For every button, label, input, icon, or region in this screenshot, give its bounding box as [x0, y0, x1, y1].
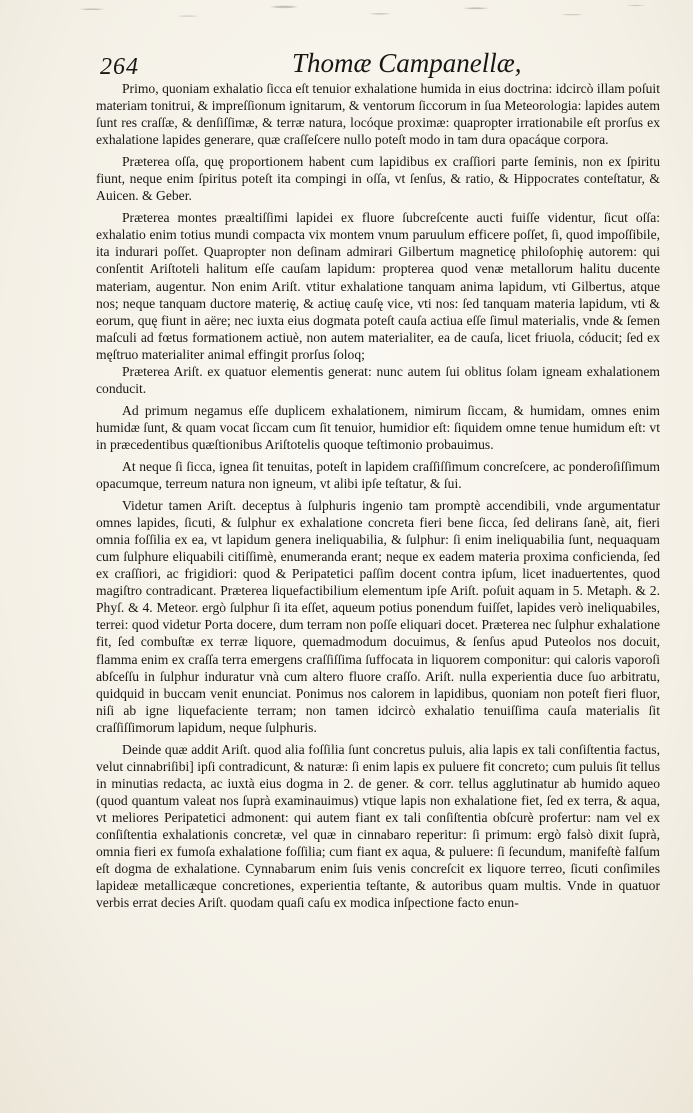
page-header [100, 48, 660, 80]
decorative-header-ornament [28, 0, 668, 46]
running-title: Thomæ Campanellæ, [292, 48, 522, 78]
paragraph: Videtur tamen Ariſt. deceptus à ſulphuris ingenio tam promptè accendibili, vnde argumentatur omnes lapides, ſicuti, & ſulphur ex exhalatione concreta fieri bene ſicca, ſed delirans ſanè, ait, fieri omnia foſſilia ex ea, vt lapidum genera ineliquabilia, & ſulphur: ſi enim ineliquabilia ſunt, nequaquam cum ſulphure eliquabili citiſſimè, enumeranda erant; neque ex eadem materia proxima conficienda, ſed ex craſſiori, ac frigidiori: quod & Peripatetici paſſim docent contra ipſum, licet inaduertentes, quod magiſtro contradicant. Præterea liquefactibilium elementum ipſe Ariſt. poſuit aquam in 5. Metaph. & 2. Phyſ. & 4. Meteor. ergò ſulphur ſi ita eſſet, aqueum potius ponendum fuiſſet, lapides verò ineliquabiles, terrei: quod videtur Porta docere, dum terram non poſſe eliquari docet. Præterea nec ſulphur exhalatione fit, ſed combuſtæ ex terræ liquore, quemadmodum docuimus, & ſenſus apud Puteolos nos docuit, flamma enim ex craſſa terra emergens craſſiſſima ſuffocata in liquorem componitur: qui caloris vaporoſi abſceſſu in ſulphur induratur vnà cum altero fluore craſſo. Ariſt. nulla experientia duce ſuo arbitratu, quidquid in buccam venit enunciat. Ponimus nos calorem in lapidibus, quoniam non poteſt fieri fluor, niſi ab igne liquefaciente terram; non tamen idcircò exhalatio tenuiſſima cauſa materialis ſit craſſiſſimorum lapidum, neque ſulphuris. [96, 498, 660, 735]
paragraph: Ad primum negamus eſſe duplicem exhalationem, nimirum ſiccam, & humidam, omnes enim humidæ ſunt, & quam vocat ſiccam cum ſit tenuior, humidior eſt: ſiquidem omne tenue humidum eſt: vt in præcedentibus quæſtionibus Ariſtotelis quoque teſtimonio probauimus. [96, 402, 660, 452]
paragraph: Præterea Ariſt. ex quatuor elementis generat: nunc autem ſui oblitus ſolam igneam exhalationem conducit. [96, 363, 660, 396]
page-number: 264 [100, 54, 139, 80]
body-text [96, 80, 660, 911]
paragraph: Præterea montes præaltiſſimi lapidei ex fluore ſubcreſcente aucti fuiſſe videntur, ſicut oſſa: exhalatio enim totius mundi compacta vix montem vnum paruulum efficere poſſet, ſi, quod impoſſibile, ita indurari poſſet. Quapropter non deſinam admirari Gilbertum magneticę philoſophię autorem: qui conſentit Ariſtoteli halitum eſſe cauſam lapidum: propterea quod venæ metallorum halitu ducente materiam, augentur. Non enim Ariſt. vtitur exhalatione tanquam anima lapidum, vti Gilbertus, atque nos; neque tanquam ductore materię, & actiuę cauſę vice, vti nos: ſed tanquam materia lapidum, vti & eorum, quę fiunt in aëre; nec iuxta eius dogmata poteſt cauſa actiua eſſe ſimul materialis, vnde & ſemen maſculi ad fœtus formationem actiuè, non autem materialiter, ea de cauſa, licet friuola, códucit; ſed ex męſtruo materialiter animal effingit prorſus ſoloq; [96, 210, 660, 362]
paragraph: At neque ſi ſicca, ignea ſit tenuitas, poteſt in lapidem craſſiſſimum concreſcere, ac ponderoſiſſimum opacumque, terreum natura non igneum, vt alibi ipſe teſtatur, & ſui. [96, 458, 660, 492]
paragraph: Deinde quæ addit Ariſt. quod alia foſſilia ſunt concretus puluis, alia lapis ex tali conſiſtentia factus, velut cinnabriſibi] ipſi contradicunt, & naturæ: ſi enim lapis ex puluere fit concreto; cum puluis ſit tellus in minutias redacta, ac iuxtà eius dogma in 2. de gener. & corr. tellus agglutinatur ab humido aqueo (quod quantum valeat nos ſuprà examinauimus) vtique lapis non exhalatione fiet, ſed ex terra, & aqua, vt meliores Peripatetici admonent: qui autem fiant ex tali conſiſtentia obſcurè profertur: nam vel ex conſiſtentia exhalationis concretæ, vel quæ in cinnabaro reperitur: ſi primum: ergò falsò dixit ſuprà, omnia fieri ex fumoſa exhalatione foſſilia; cum fiant ex aqua, & puluere: ſi ſecundum, manifeſtè falſum eſt dogma de exhalatione. Cynnabarum enim ſuis venis concreſcit ex liquore terreo, ſicuti conſimiles lapideæ metallicæque concretiones, experientia teſtante, & autoribus quam multis. Vnde in quatuor verbis errat decies Ariſt. quodam quaſi caſu ex modica inſpectione facto enun- [96, 741, 660, 911]
paragraph: Primo, quoniam exhalatio ſicca eſt tenuior exhalatione humida in eius doctrina: idcircò illam poſuit materiam tonitrui, & impreſſionum ignitarum, & ventorum ſiccorum in ſua Meteorologia: lapides autem ſunt res craſſæ, & denſiſſimæ, & terræ natura, locóque proximæ: quapropter irrationabile eſt prorſus ex exhalatione lapides generare, quæ craſſeſcere nullo poteſt modo in tam dura opacáque corpora. [96, 81, 660, 148]
paragraph: Præterea oſſa, quę proportionem habent cum lapidibus ex craſſiori parte ſeminis, non ex ſpiritu fiunt, neque enim ſpiritus poteſt ita compingi in oſſa, vt ſenſus, & ratio, & Hippocrates conteſtatur, & Auicen. & Geber. [96, 154, 660, 204]
